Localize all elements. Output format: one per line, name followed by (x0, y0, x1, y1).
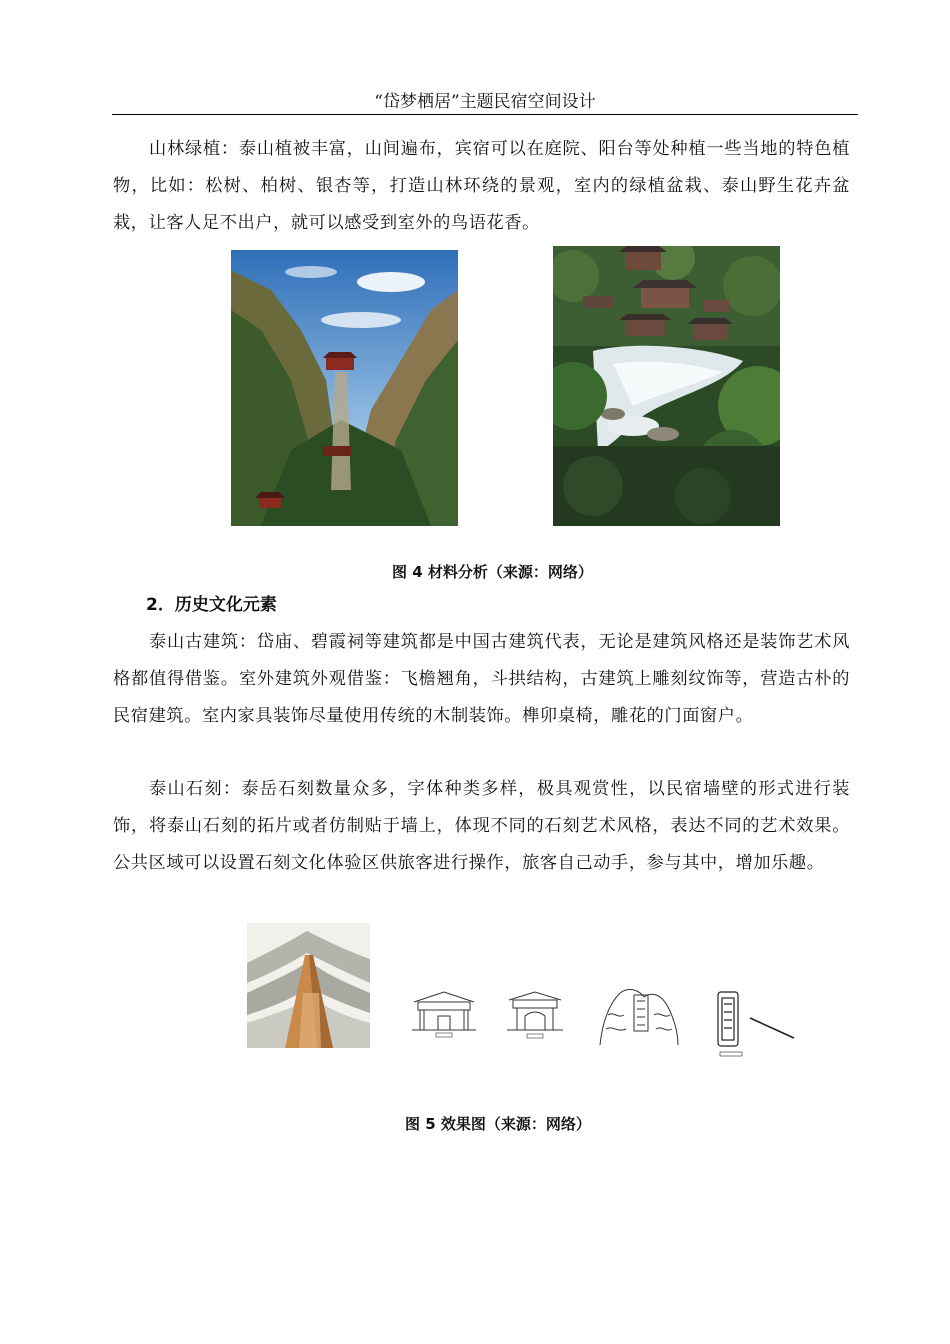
figure-4-caption: 图 4 材料分析（来源：网络） (392, 563, 593, 581)
paragraph-ancient-architecture: 泰山古建筑：岱庙、碧霞祠等建筑都是中国古建筑代表，无论是建筑风格还是装饰艺术风格都值得借鉴。室外建筑外观借鉴：飞檐翘角，斗拱结构，古建筑上雕刻纹饰等，营造古朴的民宿建筑。室内家具装饰尽量使用传统的木制装饰。榫卯桌椅，雕花的门面窗户。 (113, 632, 850, 726)
mountain-ink-artwork (247, 923, 370, 1048)
mountain-valley-photo (231, 250, 458, 526)
paragraph-stone-inscriptions: 泰山石刻：泰岳石刻数量众多，字体种类多样，极具观赏性，以民宿墙壁的形式进行装饰，将泰山石刻的拓片或者仿制贴于墙上，体现不同的石刻艺术风格，表达不同的艺术效果。公共区域可以设置石刻文化体验区供旅客进行操作，旅客自己动手，参与其中，增加乐趣。 (113, 779, 850, 873)
running-header: “岱梦栖居”主题民宿空间设计 (112, 90, 858, 115)
gate-building-sketch (410, 988, 478, 1040)
archway-sketch (507, 990, 563, 1040)
figure-5-caption: 图 5 效果图（来源：网络） (405, 1115, 591, 1133)
paragraph-forest-plants: 山林绿植：泰山植被丰富，山间遍布，宾宿可以在庭院、阳台等处种植一些当地的特色植物，比如：松树、柏树、银杏等，打造山林环绕的景观，室内的绿植盆栽、泰山野生花卉盆栽，让客人足不出户，就可以感受到室外的鸟语花香。 (113, 139, 850, 233)
rock-inscription-sketch (598, 985, 680, 1047)
stone-tablet-sketch (710, 988, 796, 1060)
section-heading: 2．历史文化元素 (146, 595, 277, 615)
temple-stream-photo (553, 246, 780, 526)
